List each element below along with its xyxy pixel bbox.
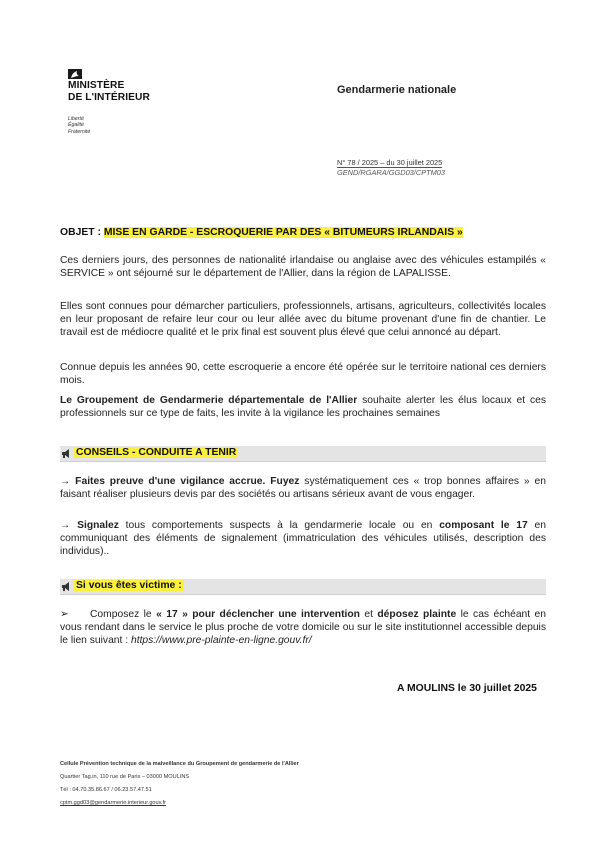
footer-phone: Tél : 04.70.35.86.67 / 06.23.57.47.51 bbox=[60, 787, 152, 793]
paragraph-method: Elles sont connues pour démarcher particuliers, professionnels, artisans, agriculteurs, collectivités locales en leur proposant de refaire leur cour ou leur allée avec du bitume provenant d'une fin de chantier. Le travail est de médiocre qualité et le prix final est souvent plus élevé que celui annoncé au départ. bbox=[60, 301, 546, 339]
republic-motto bbox=[68, 116, 90, 135]
megaphone-icon bbox=[61, 581, 72, 592]
paragraph-alert bbox=[60, 394, 546, 420]
advice-signal-rest: en communiquant des éléments de signalement (immatriculation des véhicules utilisés, description des individus).. bbox=[60, 520, 546, 558]
alert-issuer: Le Groupement de Gendarmerie départementale de l'Allier bbox=[60, 395, 358, 406]
advice-vigilance-bold: Faites preuve d'une vigilance accrue. bbox=[75, 476, 266, 487]
reference-block bbox=[337, 158, 445, 178]
place-date-signature: A MOULINS le 30 juillet 2025 bbox=[397, 683, 537, 694]
section-conseils-title: CONSEILS - CONDUITE A TENIR bbox=[76, 447, 237, 458]
megaphone-icon bbox=[61, 448, 72, 459]
victime-plainte: déposez plainte bbox=[377, 609, 457, 620]
advice-vigilance-text: systématiquement ces « trop bonnes affaires » en faisant réaliser plusieurs devis par des sociétés ou artisans sérieux avant de vous engager. bbox=[60, 476, 546, 501]
arrow-icon: → bbox=[60, 520, 71, 531]
footer-address: Quartier Tag.in, 110 rue de Paris – 03000 MOULINS bbox=[60, 774, 190, 780]
ministry-line-1: MINISTÈRE bbox=[68, 80, 125, 91]
advice-fuyez-bold: Fuyez bbox=[270, 476, 300, 487]
advice-signal-bold: Signalez bbox=[77, 520, 119, 531]
footer-unit bbox=[60, 761, 299, 767]
advice-17-bold: composant le 17 bbox=[439, 520, 528, 531]
victime-text-c: et bbox=[359, 609, 378, 620]
marianne-logo-icon bbox=[68, 69, 82, 79]
reference-number: N° 78 / 2025 – du 30 juillet 2025 bbox=[337, 158, 443, 167]
subject-label: OBJET : bbox=[60, 227, 101, 238]
pre-plainte-link[interactable]: https://www.pre-plainte-en-ligne.gouv.fr/ bbox=[130, 635, 312, 647]
arrow-icon: → bbox=[60, 476, 71, 487]
motto-egalite: Égalité bbox=[68, 122, 84, 129]
motto-fraternite: Fraternité bbox=[68, 128, 91, 135]
section-victime-heading bbox=[60, 579, 546, 594]
paragraph-intro: Ces derniers jours, des personnes de nationalité irlandaise ou anglaise avec des véhicules estampilés « SERVICE » ont séjourné sur le département de l'Allier, dans la région de LAPALISSE. bbox=[60, 255, 546, 280]
advice-item-signal bbox=[60, 519, 546, 559]
subject-title: MISE EN GARDE - ESCROQUERIE PAR DES « BITUMEURS IRLANDAIS » bbox=[103, 227, 463, 238]
victime-instructions bbox=[60, 608, 546, 648]
advice-signal-text: tous comportements suspects à la gendarmerie locale ou en bbox=[118, 520, 440, 531]
section-conseils-heading bbox=[60, 446, 546, 461]
reference-code: GEND/RGARA/GGD03/CPTM03 bbox=[337, 168, 446, 177]
ministry-line-2: DE L'INTÉRIEUR bbox=[68, 91, 150, 103]
alert-text: souhaite alerter les élus locaux et ces professionnels sur ce type de faits, les invite à la vigilance les prochaines semaines bbox=[60, 395, 546, 420]
victime-text-e: le cas échéant en vous rendant dans le service le plus proche de votre domicile ou sur le site institutionnel accessible depuis le lien suivant : bbox=[60, 609, 547, 647]
advice-item-vigilance bbox=[60, 475, 546, 501]
subject-line bbox=[60, 227, 463, 238]
paragraph-history: Connue depuis les années 90, cette escroquerie a encore été opérée sur le territoire national ces derniers mois. bbox=[60, 362, 546, 387]
motto-liberte: Liberté bbox=[68, 116, 84, 122]
section-victime-title: Si vous êtes victime : bbox=[76, 580, 182, 591]
victime-call-17: « 17 » pour déclencher une intervention bbox=[156, 609, 360, 620]
service-name: Gendarmerie nationale bbox=[337, 84, 457, 96]
footer-email[interactable]: cptm.ggd03@gendarmerie.interieur.gouv.fr bbox=[60, 800, 167, 806]
victime-text-a: Composez le bbox=[90, 609, 157, 620]
arrowhead-bullet-icon: ➢ bbox=[60, 609, 69, 620]
footer-unit-name: Cellule Prévention technique de la malveillance du Groupement de gendarmerie de l'Allier bbox=[60, 761, 299, 767]
ministry-name bbox=[68, 80, 150, 103]
